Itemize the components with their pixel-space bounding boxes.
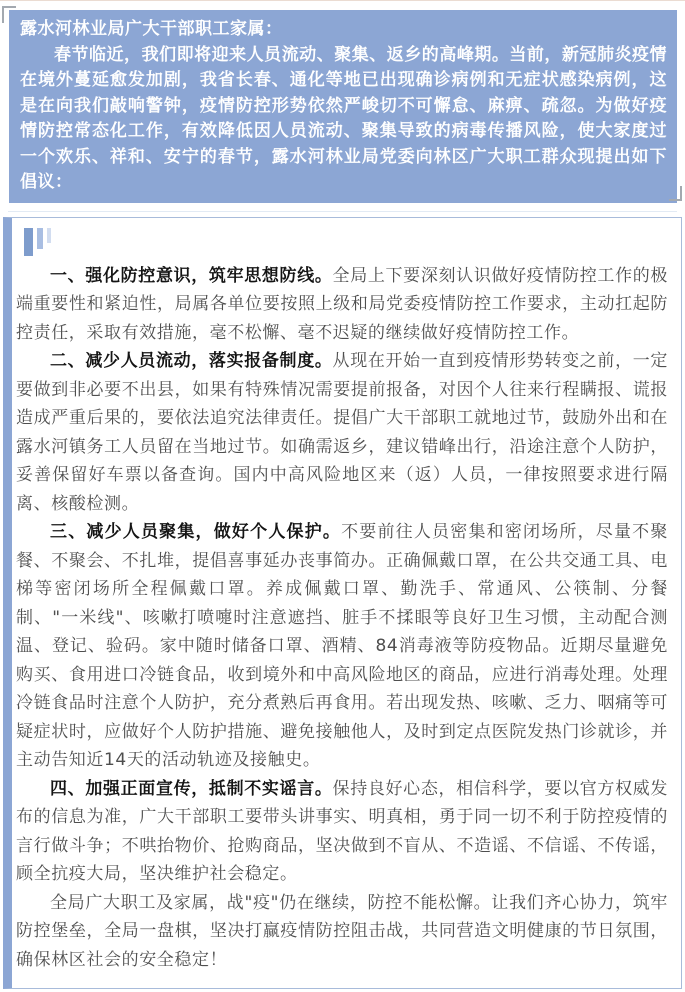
section-4-text: 保持良好心态，相信科学，要以官方权威发布的信息为准，广大干部职工要带头讲事实、明真相，勇于同一切不利于防控疫情的言行做斗争；不哄抬物价、抢购商品，坚决做到不盲从、不造谣、不信谣、不传谣，顾全抗疫大局，坚决维护社会稳定。 [16, 778, 668, 884]
salutation-line: 露水河林业局广大干部职工家属： [20, 19, 283, 39]
corner-bracket-right-icon [669, 186, 682, 201]
section-3-paragraph [16, 518, 668, 775]
section-1-text: 全局上下要深刻认识做好疫情防控工作的极端重要性和紧迫性，局属各单位要按照上级和局党委疫情防控工作要求，主动扛起防控责任，采取有效措施，毫不松懈、毫不迟疑的继续做好疫情防控工作。 [16, 265, 668, 343]
divider [8, 211, 677, 212]
section-1-heading: 一、强化防控意识，筑牢思想防线。 [50, 265, 333, 286]
section-2-paragraph [16, 347, 668, 518]
section-2-text: 从现在开始一直到疫情形势转变之前，一定要做到非必要不出县，如果有特殊情况需要提前报备，对因个人往来行程瞒报、谎报造成严重后果的，要依法追究法律责任。提倡广大干部职工就地过节，鼓励外出和在露水河镇务工人员留在当地过节。如确需返乡，建议错峰出行，沿途注意个人防护，妥善保留好车票以备查询。国内中高风险地区来（返）人员，一律按照要求进行隔离、核酸检测。 [16, 351, 668, 514]
corner-bracket-top-left-icon [2, 6, 16, 23]
fading-bars-icon [24, 228, 668, 257]
section-4-paragraph [16, 775, 668, 889]
section-4-heading: 四、加强正面宣传，抵制不实谣言。 [50, 778, 333, 799]
section-3-text: 不要前往人员密集和密闭场所，尽量不聚餐、不聚会、不扎堆，提倡喜事延办丧事简办。正确佩戴口罩，在公共交通工具、电梯等密闭场所全程佩戴口罩。养成佩戴口罩、勤洗手、常通风、公筷制、分餐制、"一米线"、咳嗽打喷嚏时注意遮挡、脏手不揉眼等良好卫生习惯，主动配合测温、登记、验码。家中随时储备口罩、酒精、84消毒液等防疫物品。近期尽量避免购买、食用进口冷链食品，收到境外和中高风险地区的商品，应进行消毒处理。处理冷链食品时注意个人防护，充分煮熟后再食用。若出现发热、咳嗽、乏力、咽痛等可疑症状时，应做好个人防护措施、避免接触他人，及时到定点医院发热门诊就诊，并主动告知近14天的活动轨迹及接触史。 [16, 522, 668, 770]
bar-2 [37, 228, 43, 249]
top-border-line [0, 0, 685, 1]
closing-paragraph: 全局广大职工及家属，战"疫"仍在继续，防控不能松懈。让我们齐心协力，筑牢防控堡垒，全局一盘棋，坚决打赢疫情防控阻击战，共同营造文明健康的节日氛围，确保林区社会的安全稳定！ [16, 892, 668, 970]
section-3-heading: 三、减少人员聚集，做好个人保护。 [50, 522, 342, 542]
proposal-body-box [3, 217, 682, 990]
header-banner [9, 10, 677, 203]
section-2-heading: 二、减少人员流动，落实报备制度。 [50, 351, 333, 371]
intro-paragraph: 春节临近，我们即将迎来人员流动、聚集、返乡的高峰期。当前，新冠肺炎疫情在境外蔓延愈发加剧，我省长春、通化等地已出现确诊病例和无症状感染病例，这是在向我们敲响警钟，疫情防控形势依然严峻切不可懈怠、麻痹、疏忽。为做好疫情防控常态化工作，有效降低因人员流动、聚集导致的病毒传播风险，使大家度过一个欢乐、祥和、安宁的春节，露水河林业局党委向林区广大职工群众现提出如下倡议： [20, 44, 667, 192]
bar-1 [24, 228, 33, 256]
bar-3 [47, 228, 51, 243]
section-1-paragraph [16, 262, 668, 348]
